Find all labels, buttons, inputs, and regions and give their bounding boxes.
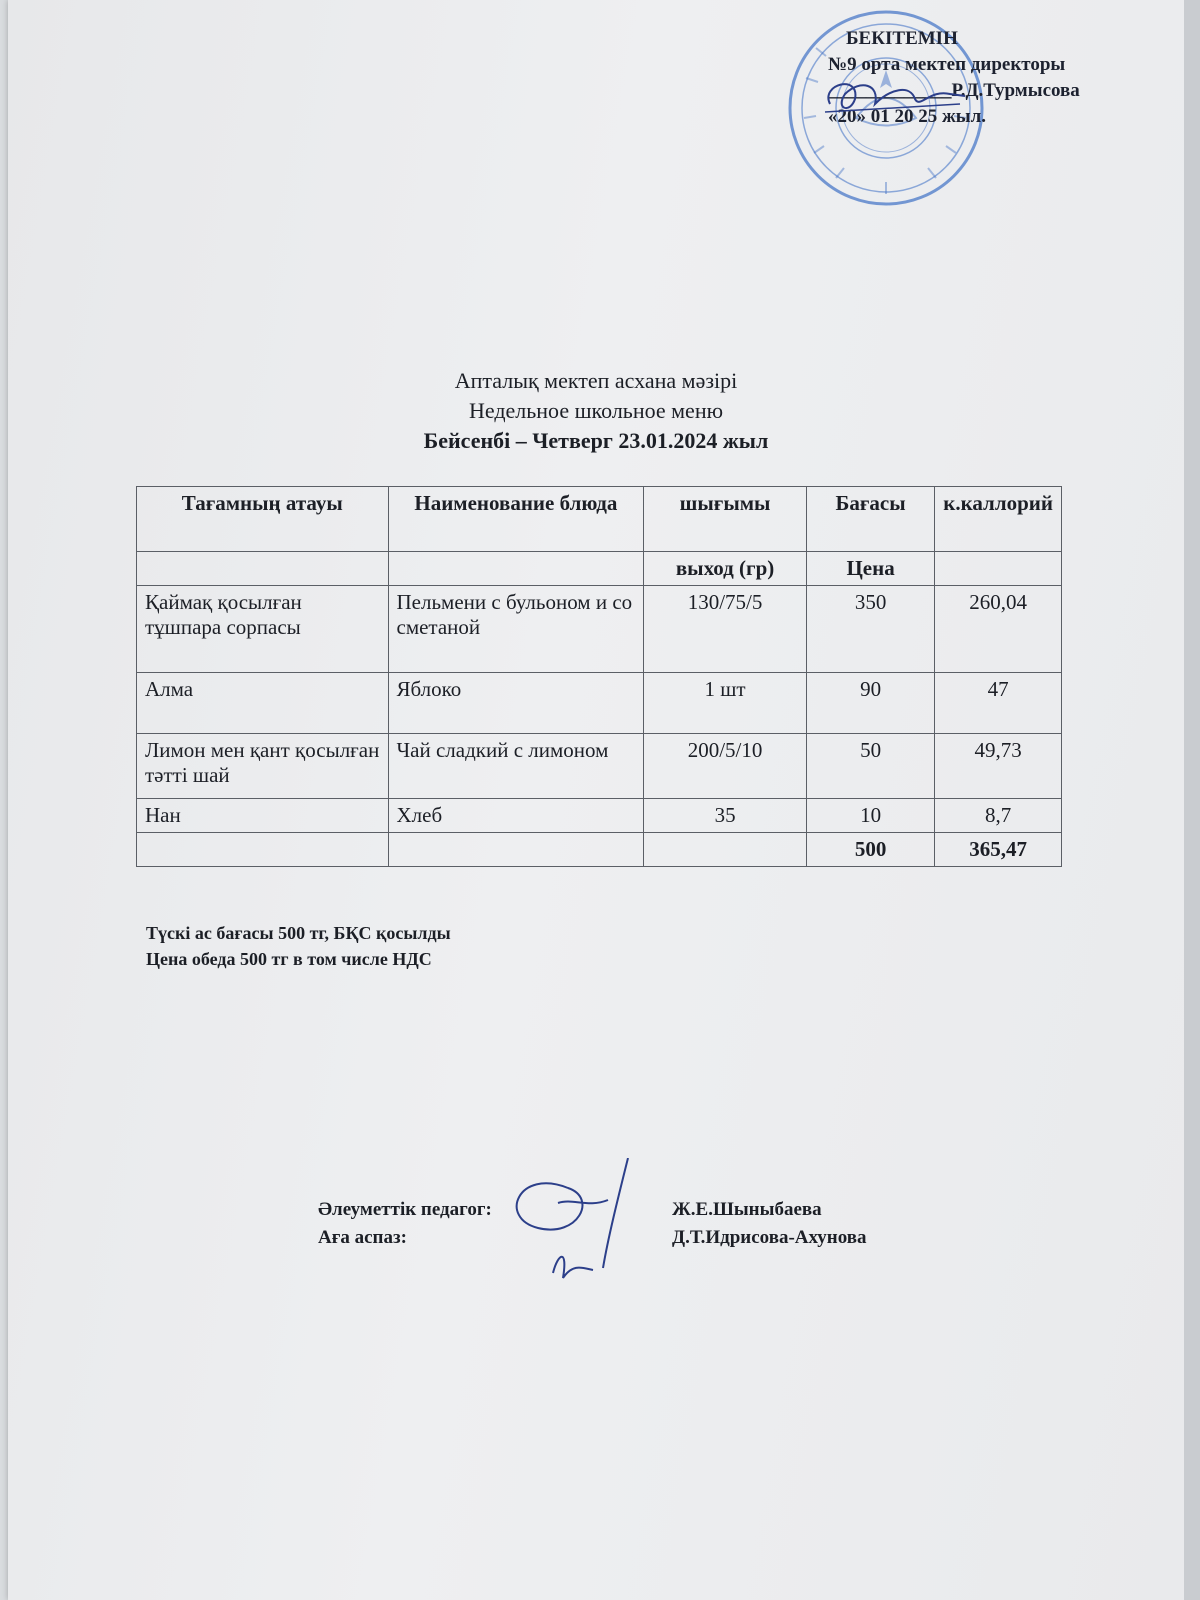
dish-price: 350 xyxy=(806,586,934,673)
dish-price: 50 xyxy=(806,734,934,799)
dish-price: 90 xyxy=(806,673,934,734)
table-row xyxy=(137,734,1062,799)
table-row xyxy=(137,586,1062,673)
subheader-cell xyxy=(388,552,644,586)
dish-yield: 130/75/5 xyxy=(644,586,807,673)
price-note xyxy=(146,920,451,972)
dish-ru: Пельмени с бульоном и со сметаной xyxy=(388,586,644,673)
header-cell: Бағасы xyxy=(806,487,934,552)
title-day: Бейсенбі – Четверг 23.01.2024 жыл xyxy=(423,428,769,453)
signature-name: Д.Т.Идрисова-Ахунова xyxy=(672,1227,867,1248)
background-edge xyxy=(1184,0,1200,1600)
dish-ru: Чай сладкий с лимоном xyxy=(388,734,644,799)
table-row xyxy=(137,799,1062,833)
menu-titles xyxy=(8,366,1184,456)
title-kz: Апталық мектеп асхана мәзірі xyxy=(454,368,738,393)
total-cell xyxy=(137,833,389,867)
approval-director: _____________Р.Д.Турмысова xyxy=(828,80,1080,101)
dish-ru: Яблоко xyxy=(388,673,644,734)
dish-kz: Алма xyxy=(137,673,389,734)
dish-calories: 8,7 xyxy=(935,799,1062,833)
approval-header: БЕКІТЕМІН xyxy=(846,28,958,49)
subheader-cell: выход (гр) xyxy=(644,552,807,586)
signature-role: Аға аспаз: xyxy=(318,1227,407,1248)
price-note-kz: Түскі ас бағасы 500 тг, БҚС қосылды xyxy=(146,923,451,943)
header-cell: Наименование блюда xyxy=(388,487,644,552)
document-sheet xyxy=(8,0,1184,1600)
subheader-cell xyxy=(935,552,1062,586)
dish-price: 10 xyxy=(806,799,934,833)
approval-position: №9 орта мектеп директоры xyxy=(828,54,1066,75)
signature-role: Әлеуметтік педагог: xyxy=(318,1199,492,1220)
total-cell xyxy=(644,833,807,867)
signature-row xyxy=(318,1224,958,1252)
dish-kz: Қаймақ қосылған тұшпара сорпасы xyxy=(137,586,389,673)
menu-table xyxy=(136,486,1062,867)
signature-row xyxy=(318,1196,958,1224)
table-header-row xyxy=(137,487,1062,552)
signatures-block xyxy=(318,1196,958,1252)
dish-calories: 47 xyxy=(935,673,1062,734)
dish-kz: Лимон мен қант қосылған тәтті шай xyxy=(137,734,389,799)
approval-date: «20» 01 20 25 жыл. xyxy=(828,106,987,127)
table-total-row xyxy=(137,833,1062,867)
dish-kz: Нан xyxy=(137,799,389,833)
table-row xyxy=(137,673,1062,734)
total-price: 500 xyxy=(806,833,934,867)
dish-ru: Хлеб xyxy=(388,799,644,833)
dish-calories: 260,04 xyxy=(935,586,1062,673)
header-cell: шығымы xyxy=(644,487,807,552)
table-subheader-row xyxy=(137,552,1062,586)
director-signature-icon xyxy=(820,74,970,124)
header-cell: Тағамның атауы xyxy=(137,487,389,552)
title-ru: Недельное школьное меню xyxy=(468,398,724,423)
dish-calories: 49,73 xyxy=(935,734,1062,799)
dish-yield: 35 xyxy=(644,799,807,833)
total-calories: 365,47 xyxy=(935,833,1062,867)
dish-yield: 1 шт xyxy=(644,673,807,734)
header-cell: к.каллорий xyxy=(935,487,1062,552)
subheader-cell: Цена xyxy=(806,552,934,586)
price-note-ru: Цена обеда 500 тг в том числе НДС xyxy=(146,949,432,969)
subheader-cell xyxy=(137,552,389,586)
dish-yield: 200/5/10 xyxy=(644,734,807,799)
total-cell xyxy=(388,833,644,867)
signature-name: Ж.Е.Шыныбаева xyxy=(672,1199,822,1220)
